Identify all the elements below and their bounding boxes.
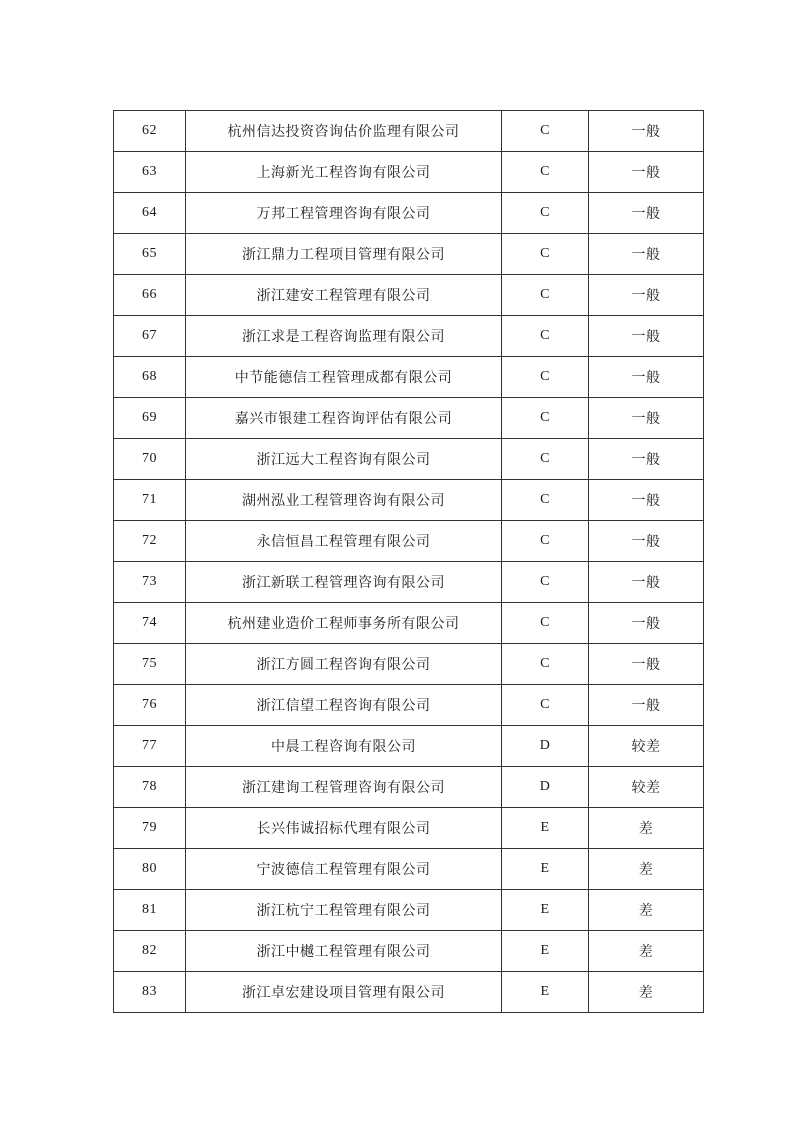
credit-level: 一般 [589, 480, 704, 521]
company-name: 杭州建业造价工程师事务所有限公司 [186, 603, 502, 644]
table-row [114, 685, 704, 726]
table-row [114, 275, 704, 316]
row-number: 75 [114, 644, 186, 685]
table-row [114, 726, 704, 767]
table-row [114, 357, 704, 398]
credit-level: 较差 [589, 726, 704, 767]
company-name: 万邦工程管理咨询有限公司 [186, 193, 502, 234]
credit-level: 一般 [589, 193, 704, 234]
credit-level: 一般 [589, 275, 704, 316]
company-name: 浙江建安工程管理有限公司 [186, 275, 502, 316]
credit-grade: C [502, 275, 589, 316]
company-name: 永信恒昌工程管理有限公司 [186, 521, 502, 562]
credit-grade: C [502, 193, 589, 234]
credit-grade: C [502, 521, 589, 562]
credit-grade: C [502, 644, 589, 685]
credit-grade: E [502, 890, 589, 931]
credit-level: 一般 [589, 603, 704, 644]
credit-level: 差 [589, 849, 704, 890]
table-row [114, 603, 704, 644]
company-name: 浙江远大工程咨询有限公司 [186, 439, 502, 480]
company-name: 宁波德信工程管理有限公司 [186, 849, 502, 890]
row-number: 76 [114, 685, 186, 726]
credit-grade: C [502, 316, 589, 357]
row-number: 67 [114, 316, 186, 357]
row-number: 72 [114, 521, 186, 562]
company-name: 嘉兴市银建工程咨询评估有限公司 [186, 398, 502, 439]
credit-grade: C [502, 685, 589, 726]
company-name: 浙江信望工程咨询有限公司 [186, 685, 502, 726]
credit-grade: C [502, 562, 589, 603]
credit-grade: C [502, 603, 589, 644]
table-row [114, 234, 704, 275]
row-number: 66 [114, 275, 186, 316]
credit-level: 一般 [589, 562, 704, 603]
company-name: 上海新光工程咨询有限公司 [186, 152, 502, 193]
row-number: 80 [114, 849, 186, 890]
credit-level: 一般 [589, 111, 704, 152]
credit-grade: E [502, 972, 589, 1013]
credit-grade: C [502, 152, 589, 193]
credit-grade: E [502, 849, 589, 890]
credit-grade: E [502, 808, 589, 849]
credit-level: 一般 [589, 316, 704, 357]
row-number: 79 [114, 808, 186, 849]
credit-level: 差 [589, 972, 704, 1013]
credit-level: 差 [589, 890, 704, 931]
company-name: 浙江卓宏建设项目管理有限公司 [186, 972, 502, 1013]
credit-level: 差 [589, 931, 704, 972]
row-number: 77 [114, 726, 186, 767]
credit-level: 较差 [589, 767, 704, 808]
table-row [114, 767, 704, 808]
row-number: 69 [114, 398, 186, 439]
row-number: 81 [114, 890, 186, 931]
credit-level: 差 [589, 808, 704, 849]
credit-grade: C [502, 480, 589, 521]
row-number: 74 [114, 603, 186, 644]
table-row [114, 644, 704, 685]
table-row [114, 890, 704, 931]
table-row [114, 849, 704, 890]
row-number: 82 [114, 931, 186, 972]
credit-level: 一般 [589, 439, 704, 480]
table-row [114, 193, 704, 234]
company-name: 中晨工程咨询有限公司 [186, 726, 502, 767]
company-name: 浙江新联工程管理咨询有限公司 [186, 562, 502, 603]
company-name: 中节能德信工程管理成都有限公司 [186, 357, 502, 398]
table-row [114, 808, 704, 849]
credit-grade: D [502, 767, 589, 808]
company-name: 浙江建询工程管理咨询有限公司 [186, 767, 502, 808]
credit-grade: D [502, 726, 589, 767]
row-number: 65 [114, 234, 186, 275]
credit-grade: C [502, 111, 589, 152]
row-number: 78 [114, 767, 186, 808]
row-number: 64 [114, 193, 186, 234]
credit-level: 一般 [589, 357, 704, 398]
table-row [114, 111, 704, 152]
credit-level: 一般 [589, 234, 704, 275]
company-name: 浙江杭宁工程管理有限公司 [186, 890, 502, 931]
ratings-table-body [114, 111, 704, 1013]
credit-level: 一般 [589, 521, 704, 562]
credit-level: 一般 [589, 644, 704, 685]
row-number: 83 [114, 972, 186, 1013]
table-row [114, 562, 704, 603]
row-number: 73 [114, 562, 186, 603]
company-name: 长兴伟诚招标代理有限公司 [186, 808, 502, 849]
table-row [114, 439, 704, 480]
credit-grade: C [502, 439, 589, 480]
company-name: 浙江求是工程咨询监理有限公司 [186, 316, 502, 357]
ratings-table [113, 110, 704, 1013]
credit-level: 一般 [589, 152, 704, 193]
credit-grade: C [502, 357, 589, 398]
company-name: 杭州信达投资咨询估价监理有限公司 [186, 111, 502, 152]
row-number: 71 [114, 480, 186, 521]
credit-level: 一般 [589, 398, 704, 439]
table-row [114, 398, 704, 439]
table-row [114, 152, 704, 193]
company-name: 浙江中樾工程管理有限公司 [186, 931, 502, 972]
table-row [114, 931, 704, 972]
company-name: 浙江鼎力工程项目管理有限公司 [186, 234, 502, 275]
table-row [114, 521, 704, 562]
table-row [114, 316, 704, 357]
credit-level: 一般 [589, 685, 704, 726]
credit-grade: C [502, 234, 589, 275]
row-number: 63 [114, 152, 186, 193]
table-row [114, 972, 704, 1013]
company-name: 湖州泓业工程管理咨询有限公司 [186, 480, 502, 521]
row-number: 62 [114, 111, 186, 152]
row-number: 68 [114, 357, 186, 398]
credit-grade: C [502, 398, 589, 439]
company-name: 浙江方圆工程咨询有限公司 [186, 644, 502, 685]
row-number: 70 [114, 439, 186, 480]
credit-grade: E [502, 931, 589, 972]
table-row [114, 480, 704, 521]
